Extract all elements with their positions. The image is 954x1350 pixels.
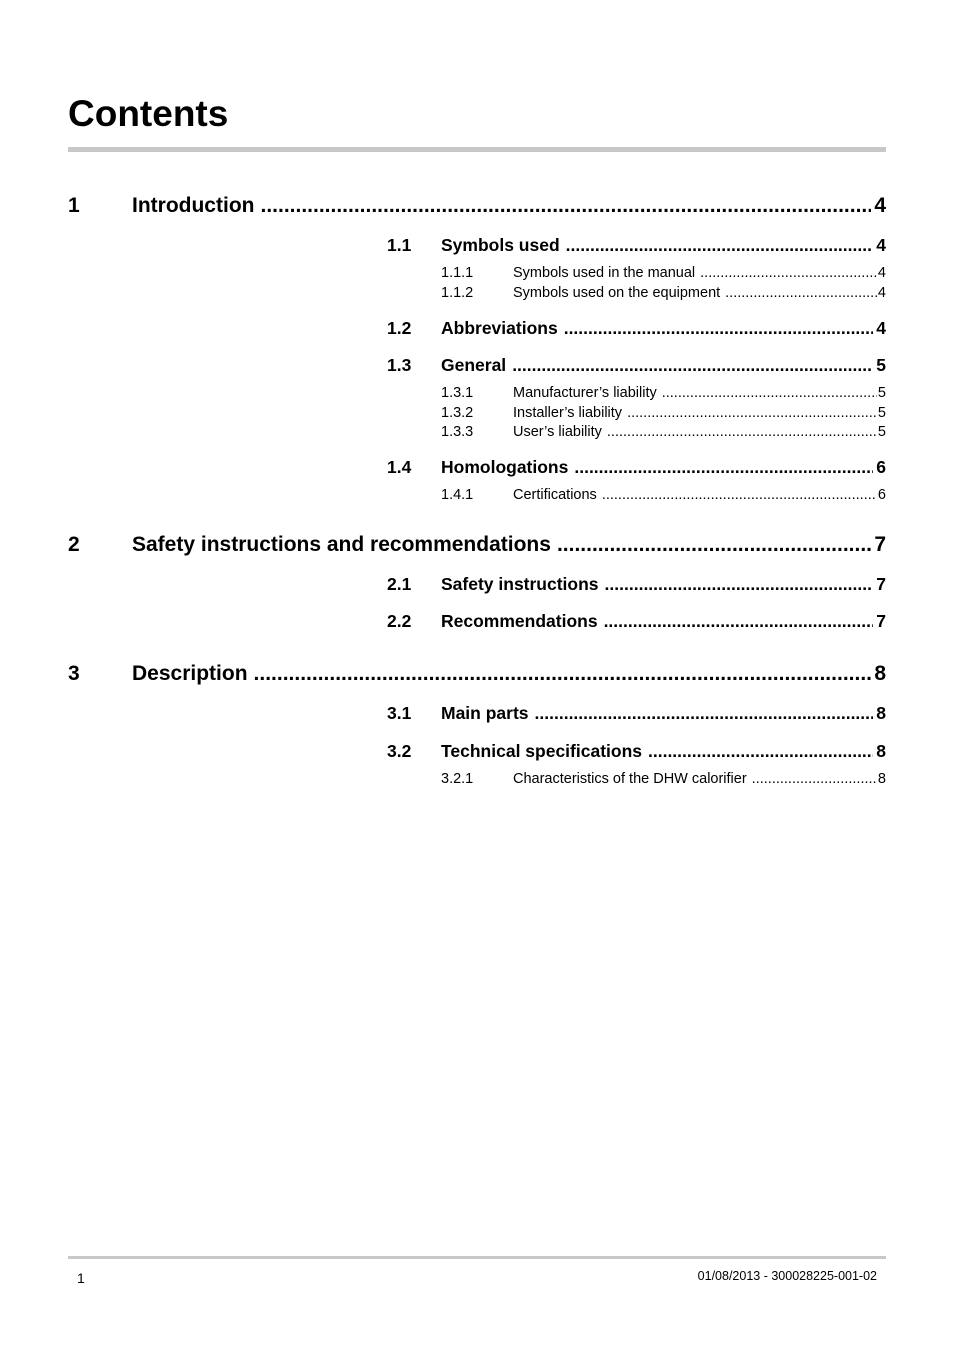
toc-entry-title: Description bbox=[132, 662, 248, 685]
toc-entry-title: Introduction bbox=[132, 194, 255, 217]
toc-entry-number: 2.1 bbox=[387, 574, 412, 594]
toc-dot-leader bbox=[254, 662, 872, 686]
toc-entry-page: 5 bbox=[877, 385, 886, 401]
toc-dot-leader bbox=[700, 265, 877, 281]
toc-entry-title: Safety instructions and recommendations bbox=[132, 533, 551, 556]
toc-entry-page: 4 bbox=[876, 318, 886, 338]
toc-entry-number: 1.4 bbox=[387, 457, 412, 477]
toc-entry-number: 1.1.2 bbox=[441, 285, 474, 301]
toc-entry-number: 1.1 bbox=[387, 235, 412, 255]
toc-entry-page: 5 bbox=[877, 405, 886, 421]
toc-entry-level-1[interactable] bbox=[68, 533, 886, 559]
toc-dot-leader bbox=[627, 405, 877, 421]
toc-entry-page: 5 bbox=[877, 424, 886, 440]
toc-dot-leader bbox=[605, 574, 874, 595]
toc-entry-number: 1.3.3 bbox=[441, 424, 474, 440]
toc-entry-level-2[interactable] bbox=[387, 235, 886, 257]
toc-dot-leader bbox=[574, 457, 873, 478]
page-title: Contents bbox=[68, 93, 229, 134]
toc-entry-number: 3.1 bbox=[387, 703, 412, 723]
toc-entry-title: Abbreviations bbox=[441, 318, 558, 338]
toc-entry-number: 3.2 bbox=[387, 741, 412, 761]
toc-entry-title: Characteristics of the DHW calorifier bbox=[513, 771, 747, 787]
toc-entry-page: 8 bbox=[876, 741, 886, 761]
toc-entry-page: 7 bbox=[876, 611, 886, 631]
toc-entry-number: 1.3 bbox=[387, 355, 412, 375]
toc-dot-leader bbox=[602, 487, 877, 503]
toc-entry-level-1[interactable] bbox=[68, 194, 886, 220]
toc-entry-level-2[interactable] bbox=[387, 574, 886, 596]
toc-dot-leader bbox=[260, 194, 871, 218]
toc-entry-level-2[interactable] bbox=[387, 703, 886, 725]
toc-dot-leader bbox=[566, 235, 874, 256]
toc-entry-title: Recommendations bbox=[441, 611, 598, 631]
toc-entry-page: 4 bbox=[874, 194, 886, 217]
toc-entry-level-3[interactable] bbox=[441, 385, 886, 403]
toc-entry-title: Manufacturer’s liability bbox=[513, 385, 657, 401]
toc-entry-title: General bbox=[441, 355, 507, 375]
toc-dot-leader bbox=[648, 741, 873, 762]
toc-entry-page: 6 bbox=[876, 457, 886, 477]
toc-entry-page: 4 bbox=[876, 235, 886, 255]
toc-entry-level-2[interactable] bbox=[387, 355, 886, 377]
toc-entry-number: 3.2.1 bbox=[441, 771, 474, 787]
toc-entry-title: Symbols used bbox=[441, 235, 560, 255]
toc-entry-page: 4 bbox=[877, 265, 886, 281]
toc-entry-level-3[interactable] bbox=[441, 285, 886, 303]
toc-entry-title: Main parts bbox=[441, 703, 529, 723]
toc-entry-level-3[interactable] bbox=[441, 265, 886, 283]
toc-entry-number: 1.4.1 bbox=[441, 487, 474, 503]
toc-dot-leader bbox=[604, 611, 874, 632]
toc-entry-number: 1.1.1 bbox=[441, 265, 474, 281]
toc-entry-level-2[interactable] bbox=[387, 457, 886, 479]
toc-dot-leader bbox=[752, 771, 877, 787]
toc-entry-title: Installer’s liability bbox=[513, 405, 623, 421]
toc-entry-title: Technical specifications bbox=[441, 741, 642, 761]
toc-entry-page: 5 bbox=[876, 355, 886, 375]
toc-entry-page: 4 bbox=[877, 285, 886, 301]
toc-entry-title: Certifications bbox=[513, 487, 597, 503]
toc-entry-title: Symbols used in the manual bbox=[513, 265, 696, 281]
toc-entry-page: 7 bbox=[876, 574, 886, 594]
toc-dot-leader bbox=[535, 703, 874, 724]
toc-dot-leader bbox=[607, 424, 877, 440]
toc-entry-number: 1.3.2 bbox=[441, 405, 474, 421]
toc-entry-number: 1.2 bbox=[387, 318, 412, 338]
toc-entry-page: 7 bbox=[874, 533, 886, 556]
toc-entry-title: Homologations bbox=[441, 457, 569, 477]
toc-entry-level-3[interactable] bbox=[441, 487, 886, 505]
toc-entry-page: 8 bbox=[877, 771, 886, 787]
toc-entry-number: 1.3.1 bbox=[441, 385, 474, 401]
footer-page-number: 1 bbox=[77, 1270, 85, 1286]
toc-entry-level-2[interactable] bbox=[387, 741, 886, 763]
toc-dot-leader bbox=[725, 285, 877, 301]
toc-entry-level-3[interactable] bbox=[441, 424, 886, 442]
footer-document-reference: 01/08/2013 - 300028225-001-02 bbox=[697, 1269, 877, 1283]
title-divider bbox=[68, 147, 886, 152]
toc-entry-number: 1 bbox=[68, 194, 80, 217]
toc-entry-level-3[interactable] bbox=[441, 405, 886, 423]
toc-dot-leader bbox=[512, 355, 873, 376]
toc-dot-leader bbox=[557, 533, 871, 557]
toc-entry-level-2[interactable] bbox=[387, 318, 886, 340]
toc-entry-page: 8 bbox=[876, 703, 886, 723]
footer-divider bbox=[68, 1256, 886, 1259]
toc-entry-title: Safety instructions bbox=[441, 574, 599, 594]
toc-entry-title: User’s liability bbox=[513, 424, 602, 440]
toc-entry-level-2[interactable] bbox=[387, 611, 886, 633]
toc-entry-level-3[interactable] bbox=[441, 771, 886, 789]
toc-entry-page: 6 bbox=[877, 487, 886, 503]
toc-entry-number: 3 bbox=[68, 662, 80, 685]
toc-entry-title: Symbols used on the equipment bbox=[513, 285, 721, 301]
toc-entry-level-1[interactable] bbox=[68, 662, 886, 688]
toc-entry-number: 2 bbox=[68, 533, 80, 556]
toc-entry-page: 8 bbox=[874, 662, 886, 685]
toc-dot-leader bbox=[564, 318, 874, 339]
toc-dot-leader bbox=[662, 385, 877, 401]
toc-entry-number: 2.2 bbox=[387, 611, 412, 631]
